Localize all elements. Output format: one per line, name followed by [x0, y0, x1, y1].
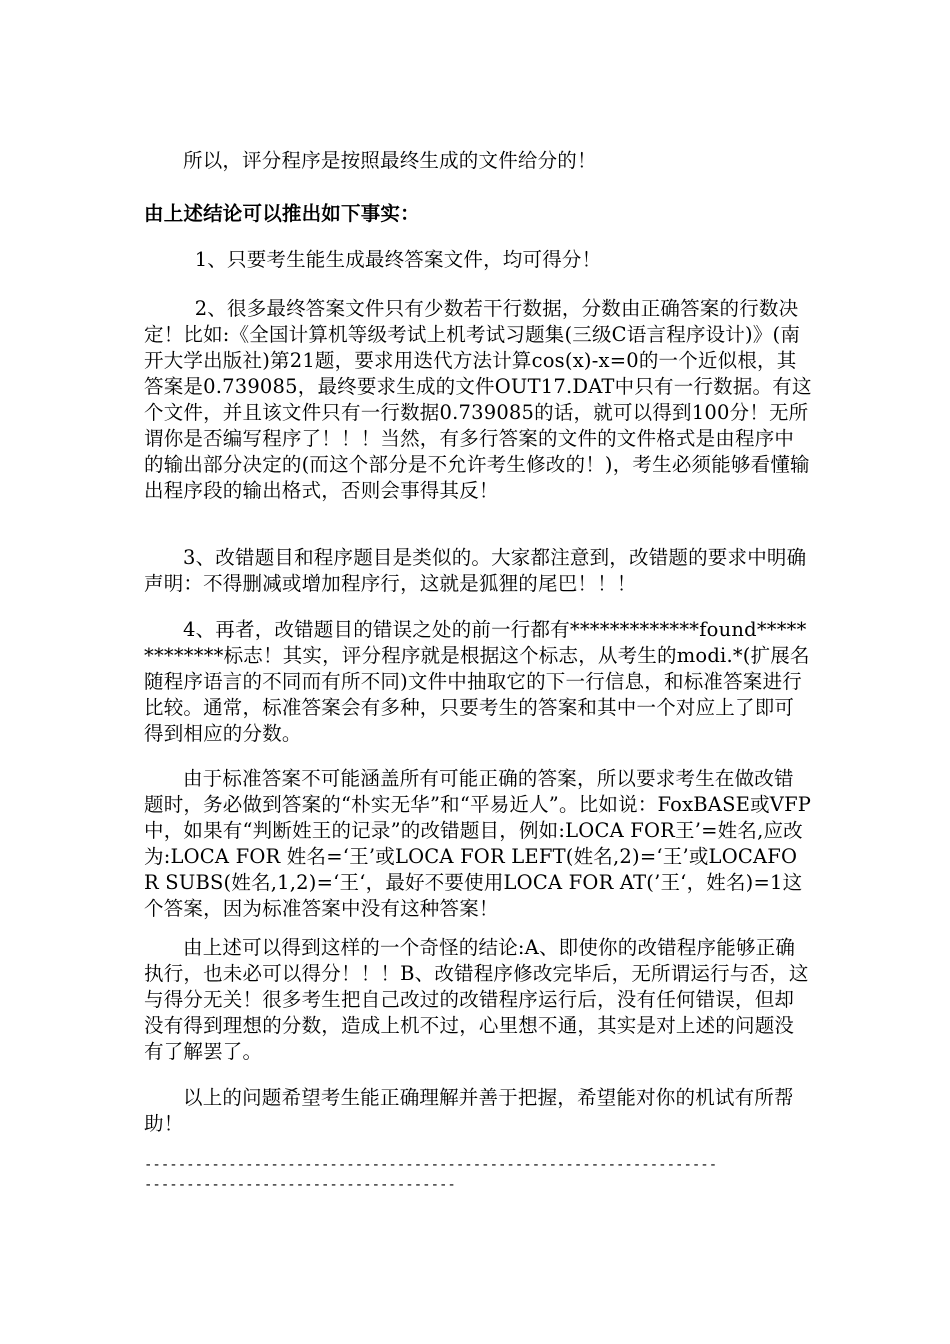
intro-paragraph: 所以，评分程序是按照最终生成的文件给分的！	[183, 149, 597, 172]
divider-rule-line-1: --------------------------------------------------------------------	[144, 1157, 718, 1173]
point-2-paragraph: 2、很多最终答案文件只有少数若干行数据，分数由正确答案的行数决定！比如:《全国计算机等级考试上机考试习题集(三级C语言程序设计)》(南开大学出版社)第21题，要求用迭代方法计算cos(x)-x=0的一个近似根，其答案是0.739085，最终要求生成的文件OUT17.DAT中只有一行数据。有这个文件，并且该文件只有一行数据0.739085的话，就可以得到100分！无所谓你是否编写程序了！！！当然，有多行答案的文件的文件格式是由程序中的输出部分决定的(而这个部分是不允许考生修改的！)，考生必须能够看懂输出程序段的输出格式，否则会事得其反！	[144, 297, 812, 502]
conclusion-paragraph: 由上述可以得到这样的一个奇怪的结论:A、即使你的改错程序能够正确执行，也未必可以得分！！！B、改错程序修改完毕后，无所谓运行与否，这与得分无关！很多考生把自己改过的改错程序运行后，没有任何错误，但却没有得到理想的分数，造成上机不过，心里想不通，其实是对上述的问题没有了解罢了。	[144, 936, 809, 1063]
divider-rule-line-2: -------------------------------------	[144, 1177, 456, 1193]
point-3-paragraph: 3、改错题目和程序题目是类似的。大家都注意到，改错题的要求中明确声明：不得删减或增加程序行，这就是狐狸的尾巴！！！	[144, 546, 807, 595]
closing-paragraph: 以上的问题希望考生能正确理解并善于把握，希望能对你的机试有所帮助！	[144, 1086, 794, 1135]
point-1-paragraph: 1、只要考生能生成最终答案文件，均可得分！	[194, 248, 602, 271]
section-heading: 由上述结论可以推出如下事实：	[144, 202, 420, 225]
point-4-paragraph: 4、再者，改错题目的错误之处的前一行都有*************found*************标志！其实，评分程序就是根据这个标志，从考生的modi.*(扩展名随程序语言的不同而有所不同)文件中抽取它的下一行信息，和标准答案进行比较。通常，标准答案会有多种，只要考生的答案和其中一个对应上了即可得到相应的分数。	[144, 618, 810, 745]
example-paragraph: 由于标准答案不可能涵盖所有可能正确的答案，所以要求考生在做改错题时，务必做到答案的“朴实无华”和“平易近人”。比如说：FoxBASE或VFP中，如果有“判断姓王的记录”的改错题目，例如:LOCA FOR王’=姓名,应改为:LOCA FOR 姓名=‘王’或LOCA FOR LEFT(姓名,2)=‘王’或LOCAFOR SUBS(姓名,1,2)=‘王‘，最好不要使用LOCA FOR AT(’王‘，姓名)=1这个答案，因为标准答案中没有这种答案！	[144, 767, 812, 920]
